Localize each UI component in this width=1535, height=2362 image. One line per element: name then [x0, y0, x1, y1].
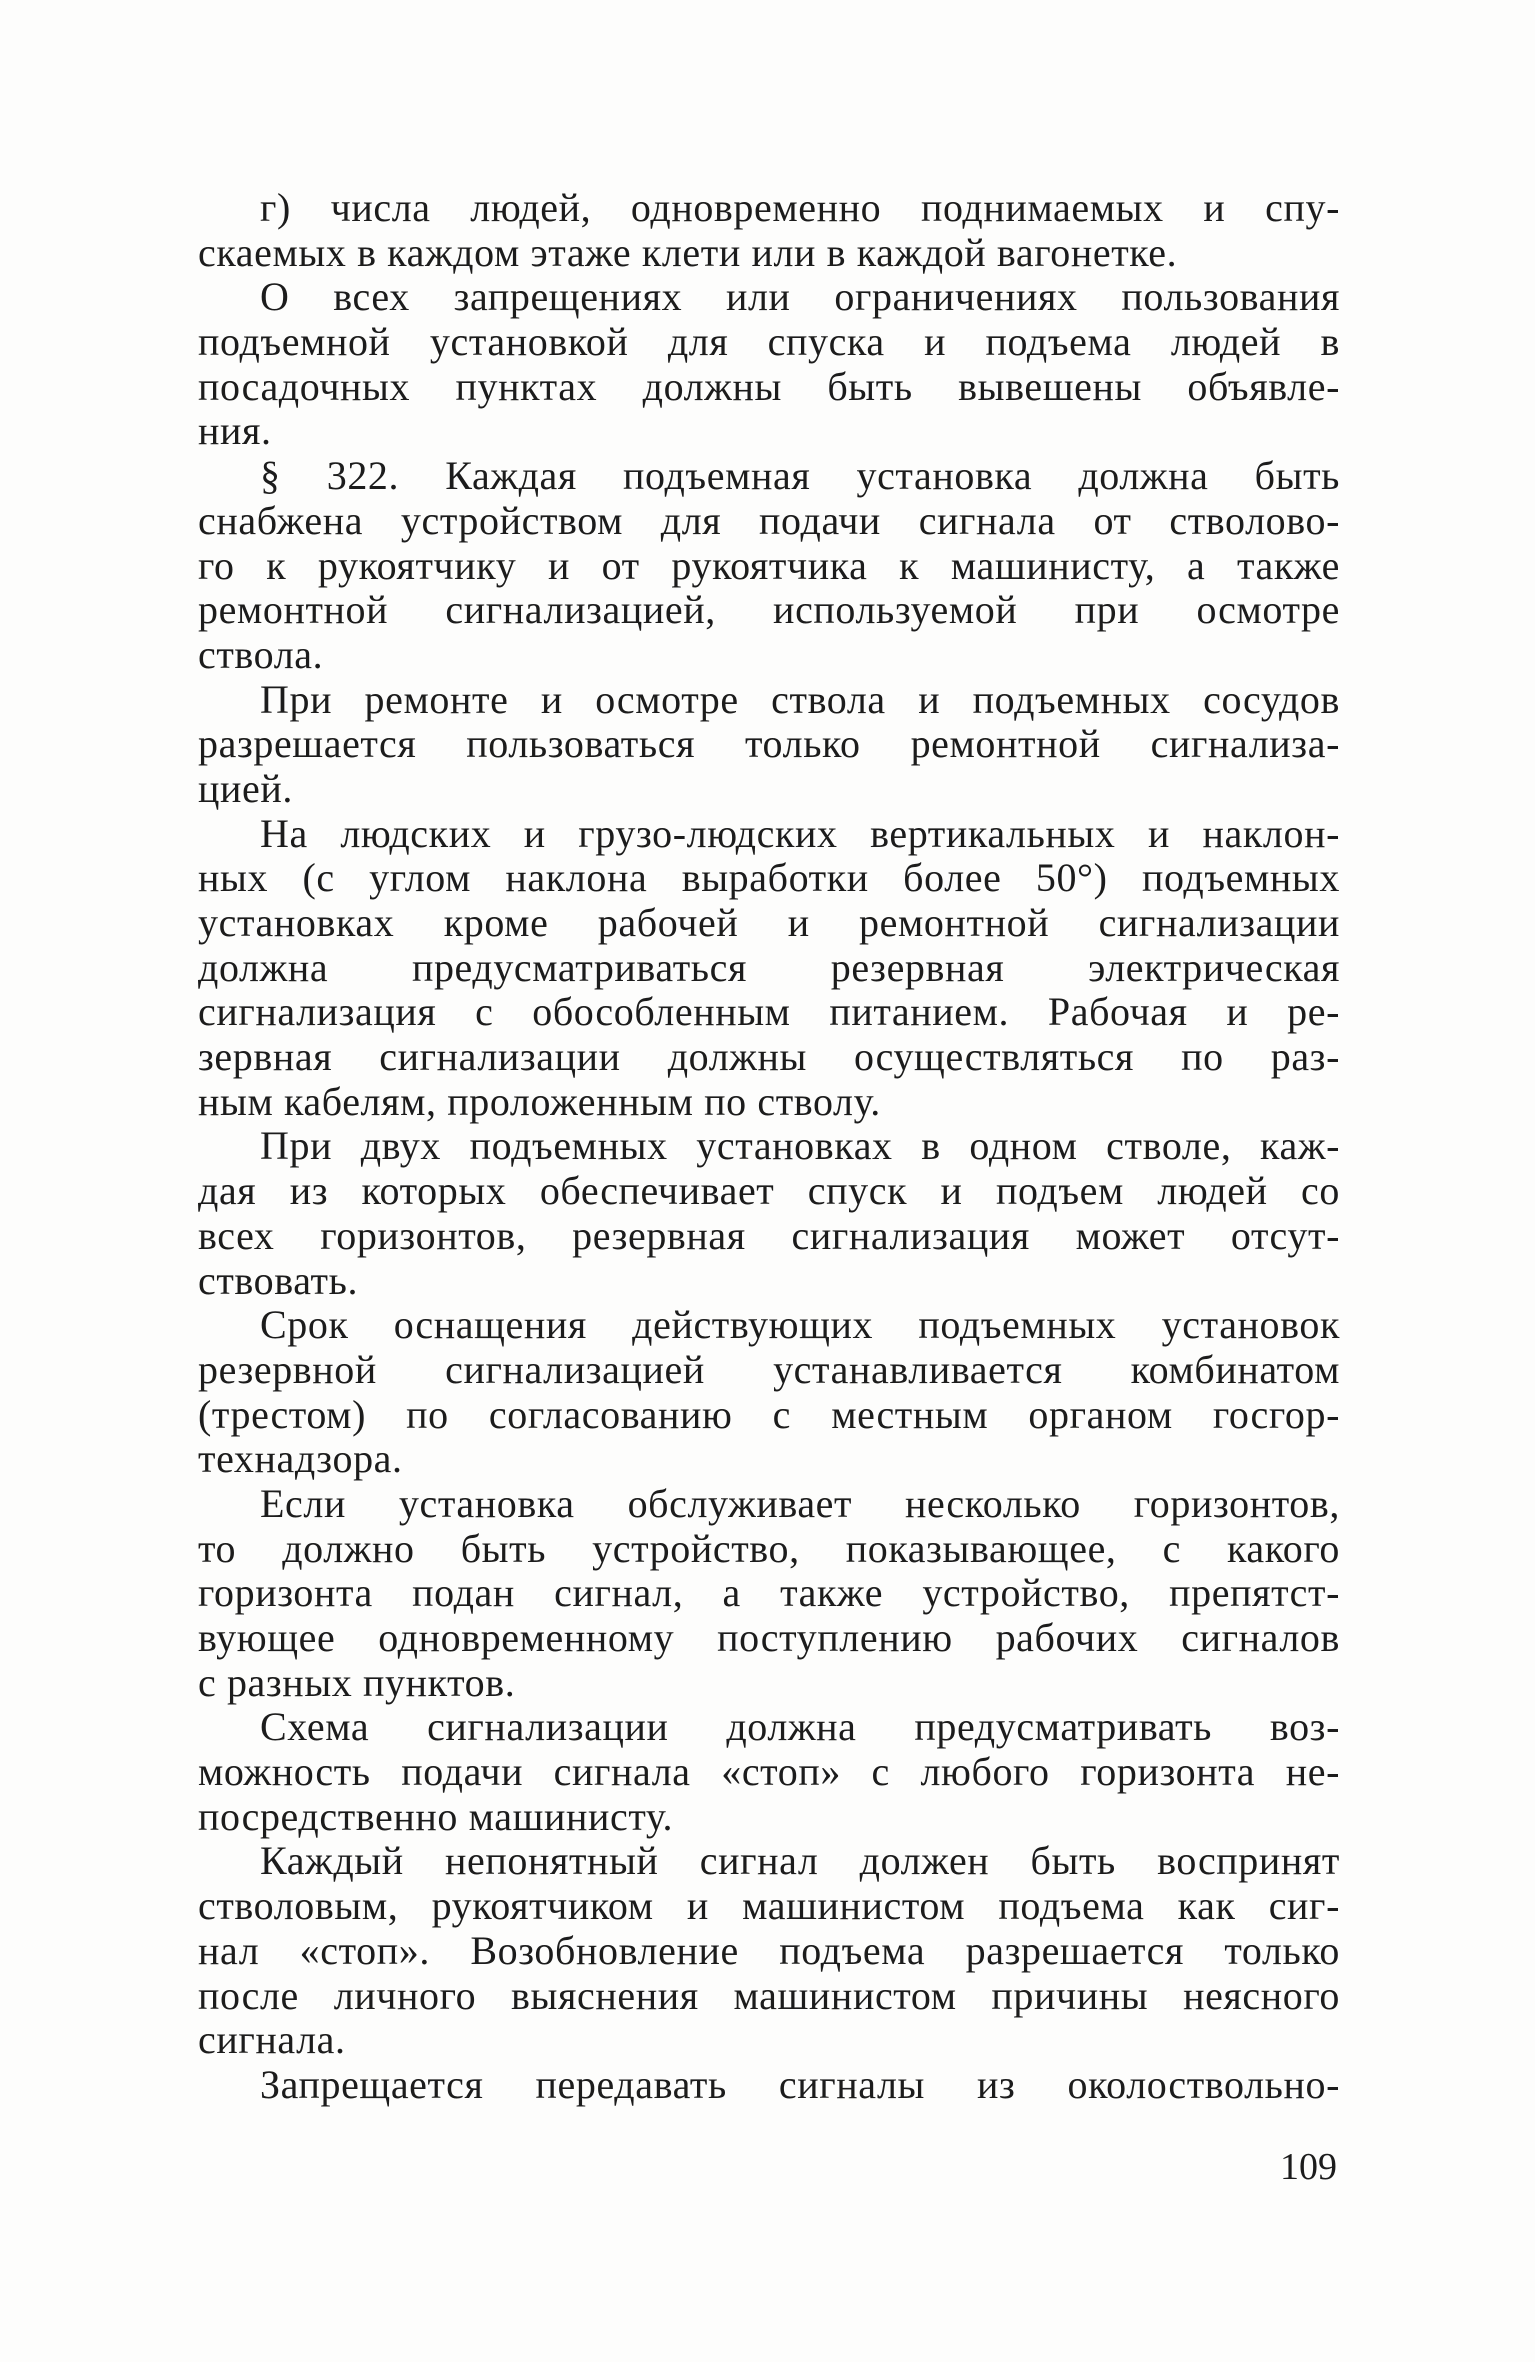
text-line: скаемых в каждом этаже клети или в каждой вагонетке.	[198, 229, 1178, 275]
text-line: то должно быть устройство, показывающее, с какого	[198, 1525, 1340, 1571]
text-line: ствовать.	[198, 1257, 359, 1303]
text-line: ным кабелям, проложенным по стволу.	[198, 1078, 881, 1124]
text-line: цией.	[198, 765, 293, 811]
text-line: Схема сигнализации должна предусматривать воз-	[260, 1704, 1340, 1750]
text-line: (трестом) по согласованию с местным органом госгор-	[198, 1391, 1340, 1437]
paragraph	[198, 1482, 1340, 1705]
text-line: должна предусматриваться резервная электрическая	[198, 944, 1340, 990]
text-line: При ремонте и осмотре ствола и подъемных сосудов	[260, 676, 1340, 722]
text-line: § 322. Каждая подъемная установка должна быть	[260, 453, 1340, 499]
paragraph	[198, 1303, 1340, 1482]
text-line: всех горизонтов, резервная сигнализация может отсут-	[198, 1212, 1340, 1258]
text-line: посадочных пунктах должны быть вывешены объявле-	[198, 363, 1340, 409]
paragraph	[198, 1839, 1340, 2062]
text-line: нал «стоп». Возобновление подъема разрешается только	[198, 1927, 1340, 1973]
text-line: Каждый непонятный сигнал должен быть воспринят	[260, 1838, 1340, 1884]
text-line: после личного выяснения машинистом причины неясного	[198, 1972, 1340, 2018]
page-number: 109	[1280, 2146, 1337, 2188]
text-line: технадзора.	[198, 1436, 403, 1482]
paragraph	[198, 275, 1340, 454]
text-line: ния.	[198, 408, 272, 454]
paragraph	[198, 812, 1340, 1125]
text-line: разрешается пользоваться только ремонтной сигнализа-	[198, 721, 1340, 767]
text-line: г) числа людей, одновременно поднимаемых и спу-	[260, 185, 1340, 230]
text-line: сигнала.	[198, 2017, 346, 2063]
paragraph	[198, 1124, 1340, 1303]
text-line: зервная сигнализации должны осуществляться по раз-	[198, 1034, 1340, 1080]
paragraph	[198, 678, 1340, 812]
paragraph	[198, 1705, 1340, 1839]
body-text	[198, 186, 1340, 2108]
text-line: подъемной установкой для спуска и подъема людей в	[198, 319, 1340, 365]
text-line: с разных пунктов.	[198, 1659, 516, 1705]
paragraph	[198, 186, 1340, 275]
text-line: ремонтной сигнализацией, используемой при осмотре	[198, 587, 1340, 633]
text-line: установках кроме рабочей и ремонтной сигнализации	[198, 900, 1340, 945]
paragraph	[198, 2063, 1340, 2108]
text-line: ствола.	[198, 631, 324, 677]
text-line: посредственно машинисту.	[198, 1793, 674, 1839]
text-line: горизонта подан сигнал, а также устройство, препятст-	[198, 1570, 1340, 1616]
text-line: вующее одновременному поступлению рабочих сигналов	[198, 1615, 1340, 1660]
text-line: О всех запрещениях или ограничениях пользования	[260, 274, 1340, 320]
text-line: стволовым, рукоятчиком и машинистом подъема как сиг-	[198, 1883, 1340, 1929]
text-line: Срок оснащения действующих подъемных установок	[260, 1302, 1340, 1348]
text-line: ных (с углом наклона выработки более 50°) подъемных	[198, 855, 1340, 901]
text-line: резервной сигнализацией устанавливается комбинатом	[198, 1346, 1340, 1392]
text-line: можность подачи сигнала «стоп» с любого горизонта не-	[198, 1749, 1340, 1795]
paragraph	[198, 454, 1340, 677]
text-line: го к рукоятчику и от рукоятчика к машинисту, а также	[198, 542, 1340, 588]
text-line: На людских и грузо-людских вертикальных и наклон-	[260, 810, 1340, 856]
text-line: Если установка обслуживает несколько горизонтов,	[260, 1480, 1340, 1526]
text-line: снабжена устройством для подачи сигнала от стволово-	[198, 497, 1340, 543]
text-line: При двух подъемных установках в одном стволе, каж-	[260, 1123, 1340, 1169]
text-line: дая из которых обеспечивает спуск и подъем людей со	[198, 1168, 1340, 1214]
text-line: сигнализация с обособленным питанием. Рабочая и ре-	[198, 989, 1340, 1035]
text-line: Запрещается передавать сигналы из околоствольно-	[260, 2061, 1340, 2107]
